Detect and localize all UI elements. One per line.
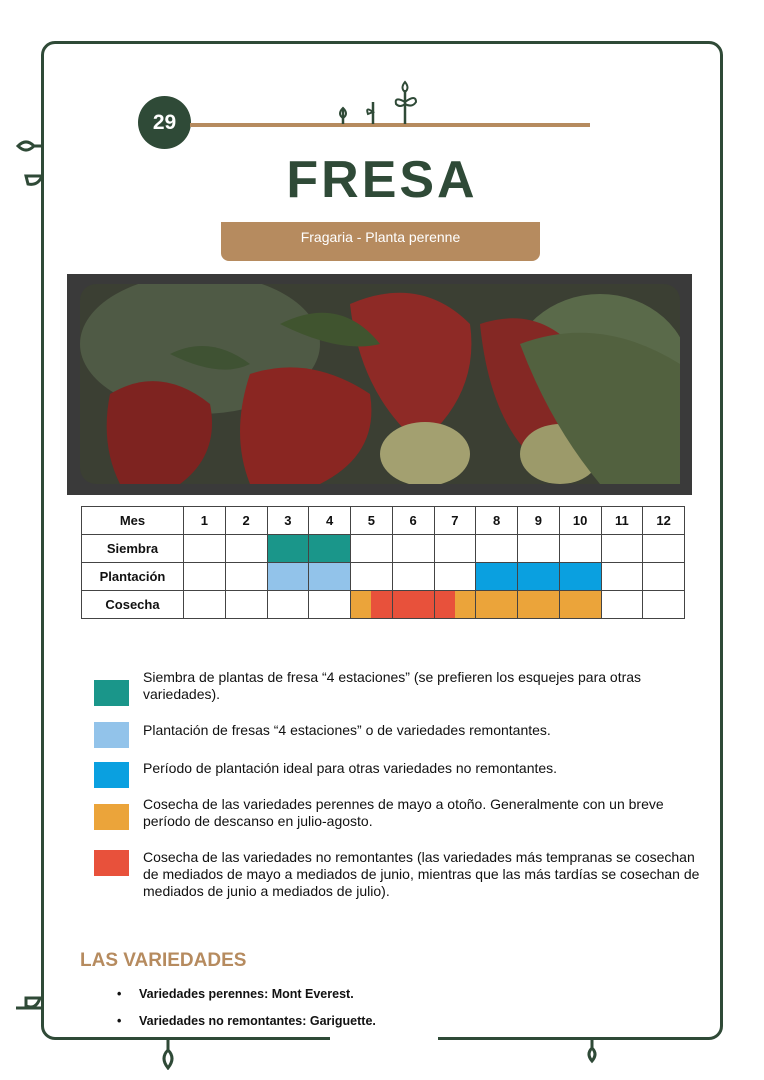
calendar-fill bbox=[518, 563, 559, 590]
month-header: 6 bbox=[392, 507, 434, 535]
month-cell bbox=[184, 535, 226, 563]
legend-text: Siembra de plantas de fresa “4 estaciones” (se prefieren los esquejes para otras variedades). bbox=[143, 669, 642, 702]
legend-text: Cosecha de las variedades perennes de mayo a otoño. Generalmente con un breve período de descanso en julio-agosto. bbox=[143, 796, 664, 829]
month-cell bbox=[267, 535, 309, 563]
month-cell bbox=[434, 591, 476, 619]
month-cell bbox=[225, 591, 267, 619]
month-cell bbox=[559, 591, 601, 619]
month-header: 4 bbox=[309, 507, 351, 535]
section-title: LAS VARIEDADES bbox=[80, 950, 247, 971]
month-cell bbox=[476, 591, 518, 619]
calendar-fill bbox=[560, 563, 601, 590]
month-header: 1 bbox=[184, 507, 226, 535]
month-header: 12 bbox=[643, 507, 685, 535]
month-cell bbox=[601, 591, 643, 619]
month-header: 3 bbox=[267, 507, 309, 535]
legend-swatch bbox=[94, 804, 129, 830]
month-header: 11 bbox=[601, 507, 643, 535]
month-cell bbox=[643, 535, 685, 563]
header-month-label: Mes bbox=[82, 507, 184, 535]
calendar-fill bbox=[560, 591, 601, 618]
month-cell bbox=[267, 563, 309, 591]
bullet-dot: • bbox=[117, 987, 122, 1001]
legend-swatch bbox=[94, 850, 129, 876]
month-cell bbox=[351, 563, 393, 591]
row-label: Siembra bbox=[82, 535, 184, 563]
month-cell bbox=[309, 563, 351, 591]
calendar-fill bbox=[268, 563, 309, 590]
month-cell bbox=[559, 535, 601, 563]
calendar-fill bbox=[268, 535, 309, 562]
month-cell bbox=[518, 535, 560, 563]
page-number: 29 bbox=[152, 110, 177, 134]
legend-text: Período de plantación ideal para otras variedades no remontantes. bbox=[143, 760, 558, 776]
legend-swatch bbox=[94, 722, 129, 748]
month-cell bbox=[392, 563, 434, 591]
month-cell bbox=[643, 591, 685, 619]
month-header: 8 bbox=[476, 507, 518, 535]
page-number-badge bbox=[138, 96, 191, 149]
calendar-row bbox=[82, 535, 685, 563]
calendar-fill bbox=[309, 535, 350, 562]
month-cell bbox=[434, 563, 476, 591]
calendar-fill bbox=[371, 591, 391, 618]
month-cell bbox=[309, 535, 351, 563]
sprouts-icon bbox=[330, 78, 420, 124]
calendar-fill bbox=[351, 591, 371, 618]
month-cell bbox=[184, 591, 226, 619]
month-cell bbox=[184, 563, 226, 591]
month-cell bbox=[476, 535, 518, 563]
bullet-text: Variedades perennes: Mont Everest. bbox=[139, 987, 354, 1001]
legend-text: Cosecha de las variedades no remontantes (las variedades más tempranas se cosechan de mediados de mayo a mediados de junio, mientras que las más tardías se cosechan de mediados de junio a mediados de julio). bbox=[143, 849, 700, 899]
month-cell bbox=[434, 535, 476, 563]
month-cell bbox=[643, 563, 685, 591]
month-cell bbox=[351, 591, 393, 619]
month-cell bbox=[225, 535, 267, 563]
calendar-header-row bbox=[82, 507, 685, 535]
month-cell bbox=[351, 535, 393, 563]
calendar-fill bbox=[455, 591, 475, 618]
legend-swatch bbox=[94, 762, 129, 788]
row-label: Cosecha bbox=[82, 591, 184, 619]
calendar-fill bbox=[518, 591, 559, 618]
calendar-fill bbox=[393, 591, 434, 618]
month-cell bbox=[267, 591, 309, 619]
month-cell bbox=[225, 563, 267, 591]
calendar-fill bbox=[476, 563, 517, 590]
calendar-fill bbox=[435, 591, 455, 618]
month-cell bbox=[392, 535, 434, 563]
leaf-icon bbox=[158, 1040, 178, 1070]
leaf-icon bbox=[12, 994, 42, 1014]
calendar-row bbox=[82, 563, 685, 591]
strawberry-image bbox=[80, 284, 680, 484]
month-cell bbox=[476, 563, 518, 591]
calendar-fill bbox=[476, 591, 517, 618]
calendar-fill bbox=[309, 563, 350, 590]
month-cell bbox=[559, 563, 601, 591]
month-header: 10 bbox=[559, 507, 601, 535]
legend-swatch bbox=[94, 680, 129, 706]
calendar-table bbox=[81, 506, 685, 619]
month-cell bbox=[518, 591, 560, 619]
month-header: 7 bbox=[434, 507, 476, 535]
month-header: 2 bbox=[225, 507, 267, 535]
month-cell bbox=[309, 591, 351, 619]
leaf-icon bbox=[584, 1040, 600, 1064]
bullet-text: Variedades no remontantes: Gariguette. bbox=[139, 1014, 376, 1028]
month-header: 9 bbox=[518, 507, 560, 535]
month-cell bbox=[392, 591, 434, 619]
month-cell bbox=[601, 535, 643, 563]
strawberry-photo bbox=[67, 274, 692, 495]
row-label: Plantación bbox=[82, 563, 184, 591]
legend-text: Plantación de fresas “4 estaciones” o de variedades remontantes. bbox=[143, 722, 551, 738]
frame-gap bbox=[330, 1036, 438, 1046]
calendar-row bbox=[82, 591, 685, 619]
month-cell bbox=[518, 563, 560, 591]
month-header: 5 bbox=[351, 507, 393, 535]
subtitle-banner: Fragaria - Planta perenne bbox=[221, 222, 540, 261]
page-title: FRESA bbox=[286, 151, 478, 209]
bullet-dot: • bbox=[117, 1014, 122, 1028]
month-cell bbox=[601, 563, 643, 591]
